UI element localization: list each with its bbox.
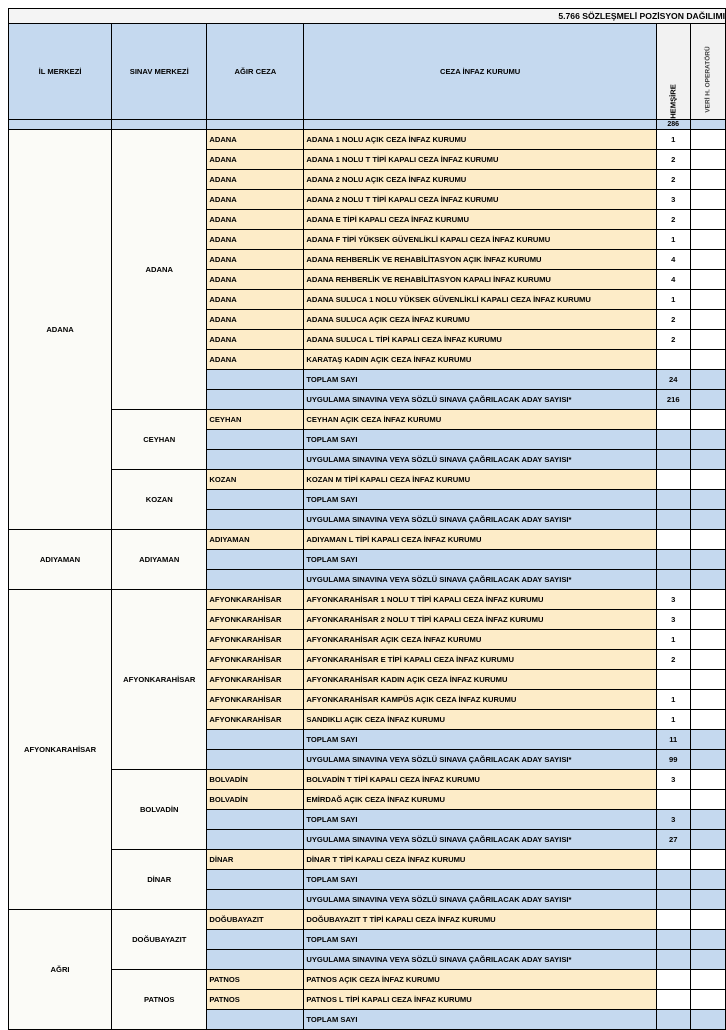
next-column-cell (690, 370, 725, 390)
agir-ceza-cell: AFYONKARAHİSAR (207, 610, 304, 630)
hemsire-count-cell: 216 (656, 390, 690, 410)
total-hemsire: 286 (656, 120, 690, 130)
next-column-cell (690, 290, 725, 310)
ceza-infaz-kurumu-cell: ADANA 2 NOLU AÇIK CEZA İNFAZ KURUMU (304, 170, 657, 190)
ceza-infaz-kurumu-cell: TOPLAM SAYI (304, 730, 657, 750)
ceza-infaz-kurumu-cell: ADIYAMAN L TİPİ KAPALI CEZA İNFAZ KURUMU (304, 530, 657, 550)
hemsire-count-cell (656, 550, 690, 570)
agir-ceza-cell (207, 870, 304, 890)
header-il: İL MERKEZİ (9, 24, 112, 120)
hemsire-count-cell: 1 (656, 290, 690, 310)
sinav-merkezi-cell: KOZAN (112, 470, 207, 530)
header-hemsire: HEMŞİRE (656, 24, 690, 120)
ceza-infaz-kurumu-cell: BOLVADİN T TİPİ KAPALI CEZA İNFAZ KURUMU (304, 770, 657, 790)
hemsire-count-cell: 3 (656, 190, 690, 210)
agir-ceza-cell: ADANA (207, 330, 304, 350)
agir-ceza-cell: ADIYAMAN (207, 530, 304, 550)
agir-ceza-cell (207, 730, 304, 750)
next-column-cell (690, 950, 725, 970)
ceza-infaz-kurumu-cell: TOPLAM SAYI (304, 370, 657, 390)
agir-ceza-cell: ADANA (207, 270, 304, 290)
ceza-infaz-kurumu-cell: DİNAR T TİPİ KAPALI CEZA İNFAZ KURUMU (304, 850, 657, 870)
ceza-infaz-kurumu-cell: AFYONKARAHİSAR KADIN AÇIK CEZA İNFAZ KURUMU (304, 670, 657, 690)
table-row (9, 850, 726, 870)
hemsire-count-cell (656, 410, 690, 430)
hemsire-count-cell: 1 (656, 630, 690, 650)
ceza-infaz-kurumu-cell: KOZAN M TİPİ KAPALI CEZA İNFAZ KURUMU (304, 470, 657, 490)
next-column-cell (690, 570, 725, 590)
next-column-cell (690, 990, 725, 1010)
hemsire-count-cell: 4 (656, 270, 690, 290)
ceza-infaz-kurumu-cell: ADANA F TİPİ YÜKSEK GÜVENLİKLİ KAPALI CEZA İNFAZ KURUMU (304, 230, 657, 250)
hemsire-count-cell: 2 (656, 330, 690, 350)
hemsire-count-cell (656, 930, 690, 950)
agir-ceza-cell: AFYONKARAHİSAR (207, 690, 304, 710)
hemsire-count-cell: 3 (656, 610, 690, 630)
hemsire-count-cell (656, 950, 690, 970)
hemsire-count-cell (656, 890, 690, 910)
sheet-title: 5.766 SÖZLEŞMELİ POZİSYON DAĞILIMI (9, 9, 726, 24)
hemsire-count-cell: 3 (656, 810, 690, 830)
agir-ceza-cell (207, 550, 304, 570)
agir-ceza-cell: PATNOS (207, 970, 304, 990)
next-column-cell (690, 190, 725, 210)
agir-ceza-cell: ADANA (207, 290, 304, 310)
table-row (9, 410, 726, 430)
agir-ceza-cell: BOLVADİN (207, 790, 304, 810)
hemsire-count-cell (656, 970, 690, 990)
next-column-cell (690, 750, 725, 770)
ceza-infaz-kurumu-cell: TOPLAM SAYI (304, 870, 657, 890)
next-column-cell (690, 730, 725, 750)
agir-ceza-cell: AFYONKARAHİSAR (207, 650, 304, 670)
hemsire-count-cell (656, 490, 690, 510)
total-row (9, 120, 726, 130)
ceza-infaz-kurumu-cell: ADANA SULUCA AÇIK CEZA İNFAZ KURUMU (304, 310, 657, 330)
hemsire-count-cell (656, 670, 690, 690)
agir-ceza-cell: AFYONKARAHİSAR (207, 590, 304, 610)
agir-ceza-cell (207, 450, 304, 470)
total-cell (112, 120, 207, 130)
hemsire-count-cell (656, 530, 690, 550)
ceza-infaz-kurumu-cell: AFYONKARAHİSAR E TİPİ KAPALI CEZA İNFAZ KURUMU (304, 650, 657, 670)
hemsire-count-cell (656, 450, 690, 470)
agir-ceza-cell: ADANA (207, 210, 304, 230)
next-column-cell (690, 550, 725, 570)
table-row (9, 970, 726, 990)
next-column-cell (690, 690, 725, 710)
ceza-infaz-kurumu-cell: TOPLAM SAYI (304, 550, 657, 570)
hemsire-count-cell: 2 (656, 650, 690, 670)
next-column-cell (690, 1010, 725, 1030)
next-column-cell (690, 230, 725, 250)
next-column-cell (690, 530, 725, 550)
ceza-infaz-kurumu-cell: TOPLAM SAYI (304, 430, 657, 450)
header-kurum: CEZA İNFAZ KURUMU (304, 24, 657, 120)
hemsire-count-cell (656, 990, 690, 1010)
ceza-infaz-kurumu-cell: AFYONKARAHİSAR AÇIK CEZA İNFAZ KURUMU (304, 630, 657, 650)
agir-ceza-cell (207, 890, 304, 910)
sinav-merkezi-cell: PATNOS (112, 970, 207, 1030)
ceza-infaz-kurumu-cell: UYGULAMA SINAVINA VEYA SÖZLÜ SINAVA ÇAĞRILACAK ADAY SAYISI* (304, 390, 657, 410)
sinav-merkezi-cell: DOĞUBAYAZIT (112, 910, 207, 970)
hemsire-count-cell: 3 (656, 770, 690, 790)
ceza-infaz-kurumu-cell: PATNOS L TİPİ KAPALI CEZA İNFAZ KURUMU (304, 990, 657, 1010)
next-column-cell (690, 270, 725, 290)
agir-ceza-cell: ADANA (207, 130, 304, 150)
agir-ceza-cell (207, 570, 304, 590)
next-column-cell (690, 210, 725, 230)
ceza-infaz-kurumu-cell: KARATAŞ KADIN AÇIK CEZA İNFAZ KURUMU (304, 350, 657, 370)
ceza-infaz-kurumu-cell: CEYHAN AÇIK CEZA İNFAZ KURUMU (304, 410, 657, 430)
ceza-infaz-kurumu-cell: ADANA 2 NOLU T TİPİ KAPALI CEZA İNFAZ KURUMU (304, 190, 657, 210)
sinav-merkezi-cell: CEYHAN (112, 410, 207, 470)
sinav-merkezi-cell: AFYONKARAHİSAR (112, 590, 207, 770)
next-column-cell (690, 930, 725, 950)
total-cell (9, 120, 112, 130)
hemsire-count-cell: 2 (656, 210, 690, 230)
next-column-cell (690, 250, 725, 270)
ceza-infaz-kurumu-cell: UYGULAMA SINAVINA VEYA SÖZLÜ SINAVA ÇAĞRILACAK ADAY SAYISI* (304, 890, 657, 910)
ceza-infaz-kurumu-cell: UYGULAMA SINAVINA VEYA SÖZLÜ SINAVA ÇAĞRILACAK ADAY SAYISI* (304, 830, 657, 850)
next-column-cell (690, 410, 725, 430)
hemsire-count-cell: 24 (656, 370, 690, 390)
ceza-infaz-kurumu-cell: TOPLAM SAYI (304, 930, 657, 950)
next-column-cell (690, 470, 725, 490)
ceza-infaz-kurumu-cell: UYGULAMA SINAVINA VEYA SÖZLÜ SINAVA ÇAĞRILACAK ADAY SAYISI* (304, 950, 657, 970)
next-column-cell (690, 330, 725, 350)
next-column-cell (690, 150, 725, 170)
next-column-cell (690, 170, 725, 190)
sinav-merkezi-cell: ADANA (112, 130, 207, 410)
hemsire-count-cell (656, 570, 690, 590)
agir-ceza-cell: AFYONKARAHİSAR (207, 670, 304, 690)
ceza-infaz-kurumu-cell: ADANA 1 NOLU T TİPİ KAPALI CEZA İNFAZ KURUMU (304, 150, 657, 170)
agir-ceza-cell (207, 830, 304, 850)
hemsire-count-cell (656, 470, 690, 490)
ceza-infaz-kurumu-cell: UYGULAMA SINAVINA VEYA SÖZLÜ SINAVA ÇAĞRILACAK ADAY SAYISI* (304, 570, 657, 590)
hemsire-count-cell: 2 (656, 150, 690, 170)
agir-ceza-cell: ADANA (207, 230, 304, 250)
hemsire-count-cell: 99 (656, 750, 690, 770)
agir-ceza-cell: DOĞUBAYAZIT (207, 910, 304, 930)
agir-ceza-cell: ADANA (207, 170, 304, 190)
ceza-infaz-kurumu-cell: UYGULAMA SINAVINA VEYA SÖZLÜ SINAVA ÇAĞRILACAK ADAY SAYISI* (304, 510, 657, 530)
table-row (9, 590, 726, 610)
ceza-infaz-kurumu-cell: TOPLAM SAYI (304, 490, 657, 510)
hemsire-count-cell (656, 910, 690, 930)
next-column-cell (690, 790, 725, 810)
hemsire-count-cell: 2 (656, 170, 690, 190)
ceza-infaz-kurumu-cell: SANDIKLI AÇIK CEZA İNFAZ KURUMU (304, 710, 657, 730)
hemsire-count-cell: 27 (656, 830, 690, 850)
next-column-cell (690, 510, 725, 530)
sinav-merkezi-cell: BOLVADİN (112, 770, 207, 850)
next-column-cell (690, 390, 725, 410)
next-column-cell (690, 490, 725, 510)
table-row (9, 770, 726, 790)
agir-ceza-cell: BOLVADİN (207, 770, 304, 790)
agir-ceza-cell (207, 950, 304, 970)
next-column-cell (690, 810, 725, 830)
agir-ceza-cell (207, 1010, 304, 1030)
next-column-cell (690, 910, 725, 930)
next-column-cell (690, 870, 725, 890)
table-row (9, 130, 726, 150)
agir-ceza-cell (207, 750, 304, 770)
agir-ceza-cell (207, 490, 304, 510)
agir-ceza-cell (207, 430, 304, 450)
next-column-cell (690, 890, 725, 910)
next-column-cell (690, 710, 725, 730)
hemsire-count-cell: 1 (656, 230, 690, 250)
hemsire-count-cell (656, 430, 690, 450)
hemsire-count-cell (656, 350, 690, 370)
ceza-infaz-kurumu-cell: AFYONKARAHİSAR KAMPÜS AÇIK CEZA İNFAZ KURUMU (304, 690, 657, 710)
agir-ceza-cell: ADANA (207, 350, 304, 370)
header-agir: AĞIR CEZA (207, 24, 304, 120)
agir-ceza-cell (207, 510, 304, 530)
hemsire-count-cell (656, 850, 690, 870)
ceza-infaz-kurumu-cell: ADANA SULUCA 1 NOLU YÜKSEK GÜVENLİKLİ KAPALI CEZA İNFAZ KURUMU (304, 290, 657, 310)
agir-ceza-cell (207, 810, 304, 830)
hemsire-count-cell (656, 510, 690, 530)
agir-ceza-cell (207, 390, 304, 410)
ceza-infaz-kurumu-cell: ADANA E TİPİ KAPALI CEZA İNFAZ KURUMU (304, 210, 657, 230)
ceza-infaz-kurumu-cell: ADANA SULUCA L TİPİ KAPALI CEZA İNFAZ KURUMU (304, 330, 657, 350)
hemsire-count-cell: 3 (656, 590, 690, 610)
hemsire-count-cell: 2 (656, 310, 690, 330)
ceza-infaz-kurumu-cell: ADANA REHBERLİK VE REHABİLİTASYON AÇIK İNFAZ KURUMU (304, 250, 657, 270)
agir-ceza-cell: CEYHAN (207, 410, 304, 430)
ceza-infaz-kurumu-cell: DOĞUBAYAZIT T TİPİ KAPALI CEZA İNFAZ KURUMU (304, 910, 657, 930)
hemsire-count-cell (656, 790, 690, 810)
ceza-infaz-kurumu-cell: UYGULAMA SINAVINA VEYA SÖZLÜ SINAVA ÇAĞRILACAK ADAY SAYISI* (304, 450, 657, 470)
hemsire-count-cell (656, 870, 690, 890)
ceza-infaz-kurumu-cell: ADANA 1 NOLU AÇIK CEZA İNFAZ KURUMU (304, 130, 657, 150)
total-cell (690, 120, 725, 130)
ceza-infaz-kurumu-cell: TOPLAM SAYI (304, 1010, 657, 1030)
total-cell (304, 120, 657, 130)
next-column-cell (690, 630, 725, 650)
agir-ceza-cell: AFYONKARAHİSAR (207, 710, 304, 730)
agir-ceza-cell (207, 930, 304, 950)
total-cell (207, 120, 304, 130)
sinav-merkezi-cell: ADIYAMAN (112, 530, 207, 590)
next-column-cell (690, 770, 725, 790)
hemsire-count-cell: 1 (656, 130, 690, 150)
ceza-infaz-kurumu-cell: PATNOS AÇIK CEZA İNFAZ KURUMU (304, 970, 657, 990)
agir-ceza-cell: ADANA (207, 310, 304, 330)
table-row (9, 530, 726, 550)
next-column-cell (690, 350, 725, 370)
hemsire-count-cell: 1 (656, 710, 690, 730)
next-column-cell (690, 430, 725, 450)
agir-ceza-cell: ADANA (207, 150, 304, 170)
header-next-column: VERİ H. OPERATÖRÜ (690, 24, 725, 120)
position-table (8, 8, 726, 1030)
agir-ceza-cell: PATNOS (207, 990, 304, 1010)
sinav-merkezi-cell: DİNAR (112, 850, 207, 910)
title-row (9, 9, 726, 24)
hemsire-count-cell: 1 (656, 690, 690, 710)
il-merkezi-cell: ADANA (9, 130, 112, 530)
agir-ceza-cell: DİNAR (207, 850, 304, 870)
next-column-cell (690, 650, 725, 670)
table-row (9, 470, 726, 490)
ceza-infaz-kurumu-cell: UYGULAMA SINAVINA VEYA SÖZLÜ SINAVA ÇAĞRILACAK ADAY SAYISI* (304, 750, 657, 770)
hemsire-count-cell (656, 1010, 690, 1030)
ceza-infaz-kurumu-cell: ADANA REHBERLİK VE REHABİLİTASYON KAPALI İNFAZ KURUMU (304, 270, 657, 290)
next-column-cell (690, 450, 725, 470)
ceza-infaz-kurumu-cell: EMİRDAĞ AÇIK CEZA İNFAZ KURUMU (304, 790, 657, 810)
next-column-cell (690, 670, 725, 690)
agir-ceza-cell: ADANA (207, 190, 304, 210)
il-merkezi-cell: AĞRI (9, 910, 112, 1030)
ceza-infaz-kurumu-cell: AFYONKARAHİSAR 2 NOLU T TİPİ KAPALI CEZA İNFAZ KURUMU (304, 610, 657, 630)
table-row (9, 910, 726, 930)
header-sinav: SINAV MERKEZİ (112, 24, 207, 120)
il-merkezi-cell: ADIYAMAN (9, 530, 112, 590)
agir-ceza-cell: AFYONKARAHİSAR (207, 630, 304, 650)
ceza-infaz-kurumu-cell: AFYONKARAHİSAR 1 NOLU T TİPİ KAPALI CEZA İNFAZ KURUMU (304, 590, 657, 610)
next-column-cell (690, 610, 725, 630)
il-merkezi-cell: AFYONKARAHİSAR (9, 590, 112, 910)
agir-ceza-cell: ADANA (207, 250, 304, 270)
hemsire-count-cell: 11 (656, 730, 690, 750)
next-column-cell (690, 830, 725, 850)
next-column-cell (690, 850, 725, 870)
next-column-cell (690, 590, 725, 610)
agir-ceza-cell: KOZAN (207, 470, 304, 490)
ceza-infaz-kurumu-cell: TOPLAM SAYI (304, 810, 657, 830)
next-column-cell (690, 130, 725, 150)
hemsire-count-cell: 4 (656, 250, 690, 270)
next-column-cell (690, 310, 725, 330)
spreadsheet (8, 8, 726, 1030)
agir-ceza-cell (207, 370, 304, 390)
header-row (9, 24, 726, 120)
next-column-cell (690, 970, 725, 990)
